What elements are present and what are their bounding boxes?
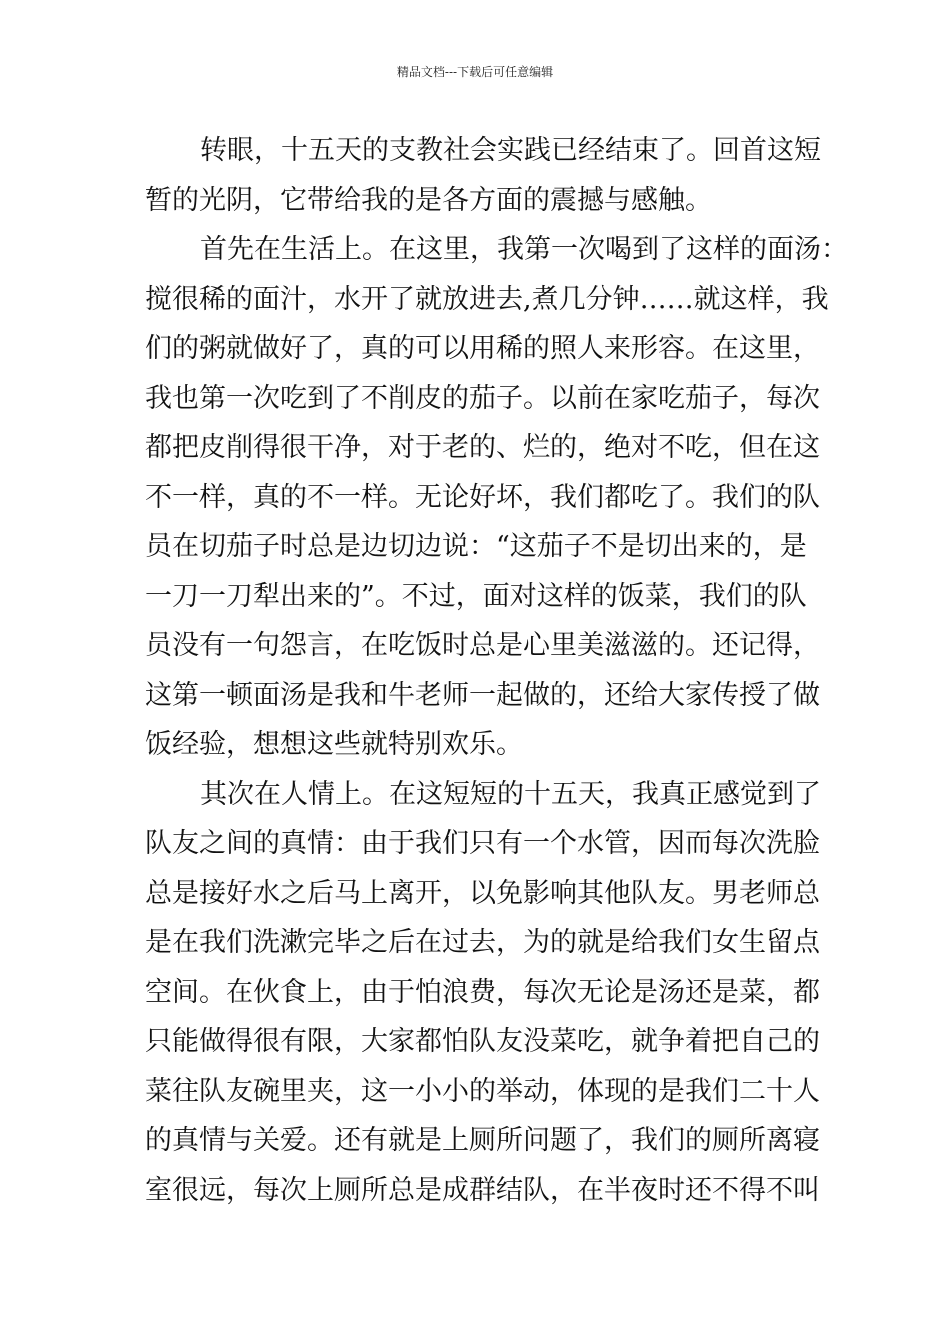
text-line: 饭经验，想想这些就特别欢乐。	[145, 729, 523, 760]
text-line: 总是接好水之后马上离开，以免影响其他队友。男老师总	[145, 877, 820, 909]
text-line: 不一样，真的不一样。无论好坏，我们都吃了。我们的队	[145, 481, 820, 513]
text-line: 我也第一次吃到了不削皮的茄子。以前在家吃茄子，每次	[145, 382, 820, 414]
text-line: 员没有一句怨言，在吃饭时总是心里美滋滋的。还记得，	[145, 630, 820, 661]
text-line: 是在我们洗漱完毕之后在过去，为的就是给我们女生留点	[145, 927, 820, 958]
text-line: 室很远，每次上厕所总是成群结队，在半夜时还不得不叫	[145, 1174, 820, 1206]
text-line: 的真情与关爱。还有就是上厕所问题了，我们的厕所离寝	[145, 1125, 820, 1156]
text-line: 空间。在伙食上，由于怕浪费，每次无论是汤还是菜，都	[145, 976, 820, 1008]
page-header: 精品文档---下载后可任意编辑	[396, 65, 554, 79]
text-line: 都把皮削得很干净，对于老的、烂的，绝对不吃，但在这	[145, 432, 820, 463]
text-line: 只能做得很有限，大家都怕队友没菜吃，就争着把自己的	[145, 1026, 820, 1057]
text-line: 首先在生活上。在这里，我第一次喝到了这样的面汤：	[200, 234, 848, 265]
text-line: 菜往队友碗里夹，这一小小的举动，体现的是我们二十人	[145, 1075, 820, 1107]
text-line: 们的粥就做好了，真的可以用稀的照人来形容。在这里，	[145, 333, 820, 364]
text-line: 这第一顿面汤是我和牛老师一起做的，还给大家传授了做	[145, 679, 820, 711]
document-body	[145, 126, 848, 1215]
text-line: 员在切茄子时总是边切边说：“这茄子不是切出来的，是	[145, 531, 807, 562]
text-line: 暂的光阴，它带给我的是各方面的震撼与感触。	[145, 184, 712, 216]
text-line: 搅很稀的面汁，水开了就放进去,煮几分钟……就这样，我	[145, 283, 829, 315]
text-line: 一刀一刀犁出来的”。不过，面对这样的饭菜，我们的队	[145, 580, 807, 612]
text-line: 其次在人情上。在这短短的十五天，我真正感觉到了	[200, 778, 821, 810]
text-line: 转眼，十五天的支教社会实践已经结束了。回首这短	[200, 135, 821, 166]
text-line: 队友之间的真情：由于我们只有一个水管，因而每次洗脸	[145, 828, 820, 859]
